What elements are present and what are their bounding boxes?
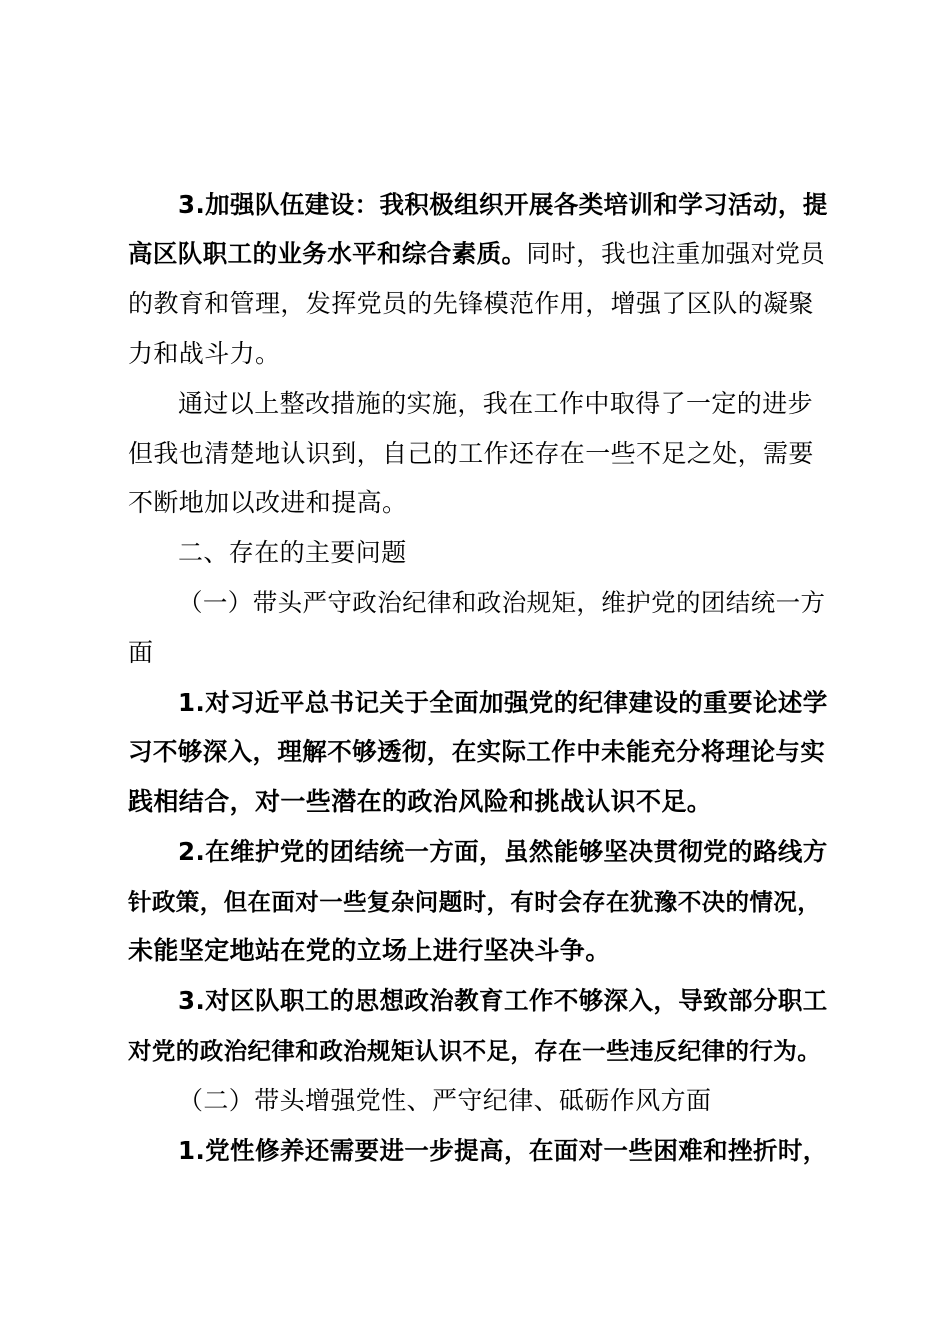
text-segment: 3.加强队伍建设：我积极组织开展各类培训和学习活动，提 — [178, 190, 828, 219]
text-segment: 习不够深入，理解不够透彻，在实际工作中未能充分将理论与实 — [128, 737, 826, 766]
text-line — [128, 877, 821, 927]
text-segment: 1.党性修养还需要进一步提高，在面对一些困难和挫折时， — [178, 1136, 828, 1165]
text-segment: 高区队职工的业务水平和综合素质。 — [128, 239, 527, 268]
text-segment: （二）带头增强党性、严守纪律、砥砺作风方面 — [178, 1086, 712, 1115]
text-segment: 但我也清楚地认识到，自己的工作还存在一些不足之处，需要 — [128, 439, 814, 468]
text-segment: 二、存在的主要问题 — [178, 538, 407, 567]
text-line — [128, 777, 712, 827]
text-segment: 对党的政治纪律和政治规矩认识不足，存在一些违反纪律的行为。 — [128, 1037, 822, 1065]
section-heading — [178, 528, 407, 578]
text-line — [178, 678, 828, 728]
text-line — [128, 229, 825, 279]
text-segment: 不断地加以改进和提高。 — [128, 488, 408, 517]
text-line — [128, 429, 814, 479]
text-segment: 同时，我也注重加强对党员 — [526, 239, 826, 268]
text-segment: 针政策，但在面对一些复杂问题时，有时会存在犹豫不决的情况， — [128, 888, 822, 916]
text-line — [128, 478, 407, 528]
text-line — [128, 628, 153, 678]
text-segment: 践相结合，对一些潜在的政治风险和挑战认识不足。 — [128, 787, 713, 816]
text-line — [178, 827, 828, 877]
text-segment: 未能坚定地站在党的立场上进行坚决斗争。 — [128, 936, 611, 965]
text-line — [178, 976, 828, 1026]
text-line — [178, 1126, 828, 1176]
text-segment: 2.在维护党的团结统一方面，虽然能够坚决贯彻党的路线方 — [178, 837, 828, 866]
text-line — [128, 329, 280, 379]
text-segment: 力和战斗力。 — [128, 339, 281, 368]
text-line — [128, 1026, 821, 1076]
text-line — [178, 180, 828, 230]
text-segment: 通过以上整改措施的实施，我在工作中取得了一定的进步 — [178, 389, 814, 418]
text-line — [178, 379, 813, 429]
text-line — [128, 279, 814, 329]
subsection-heading — [178, 1076, 711, 1126]
text-segment: 1.对习近平总书记关于全面加强党的纪律建设的重要论述学 — [178, 688, 828, 717]
text-line — [128, 926, 611, 976]
text-segment: 面 — [128, 638, 154, 667]
text-segment: 的教育和管理，发挥党员的先锋模范作用，增强了区队的凝聚 — [128, 289, 814, 318]
text-segment: （一）带头严守政治纪律和政治规矩，维护党的团结统一方 — [178, 588, 826, 617]
text-segment: 3.对区队职工的思想政治教育工作不够深入，导致部分职工 — [178, 986, 828, 1015]
subsection-heading — [178, 578, 825, 628]
text-line — [128, 727, 825, 777]
